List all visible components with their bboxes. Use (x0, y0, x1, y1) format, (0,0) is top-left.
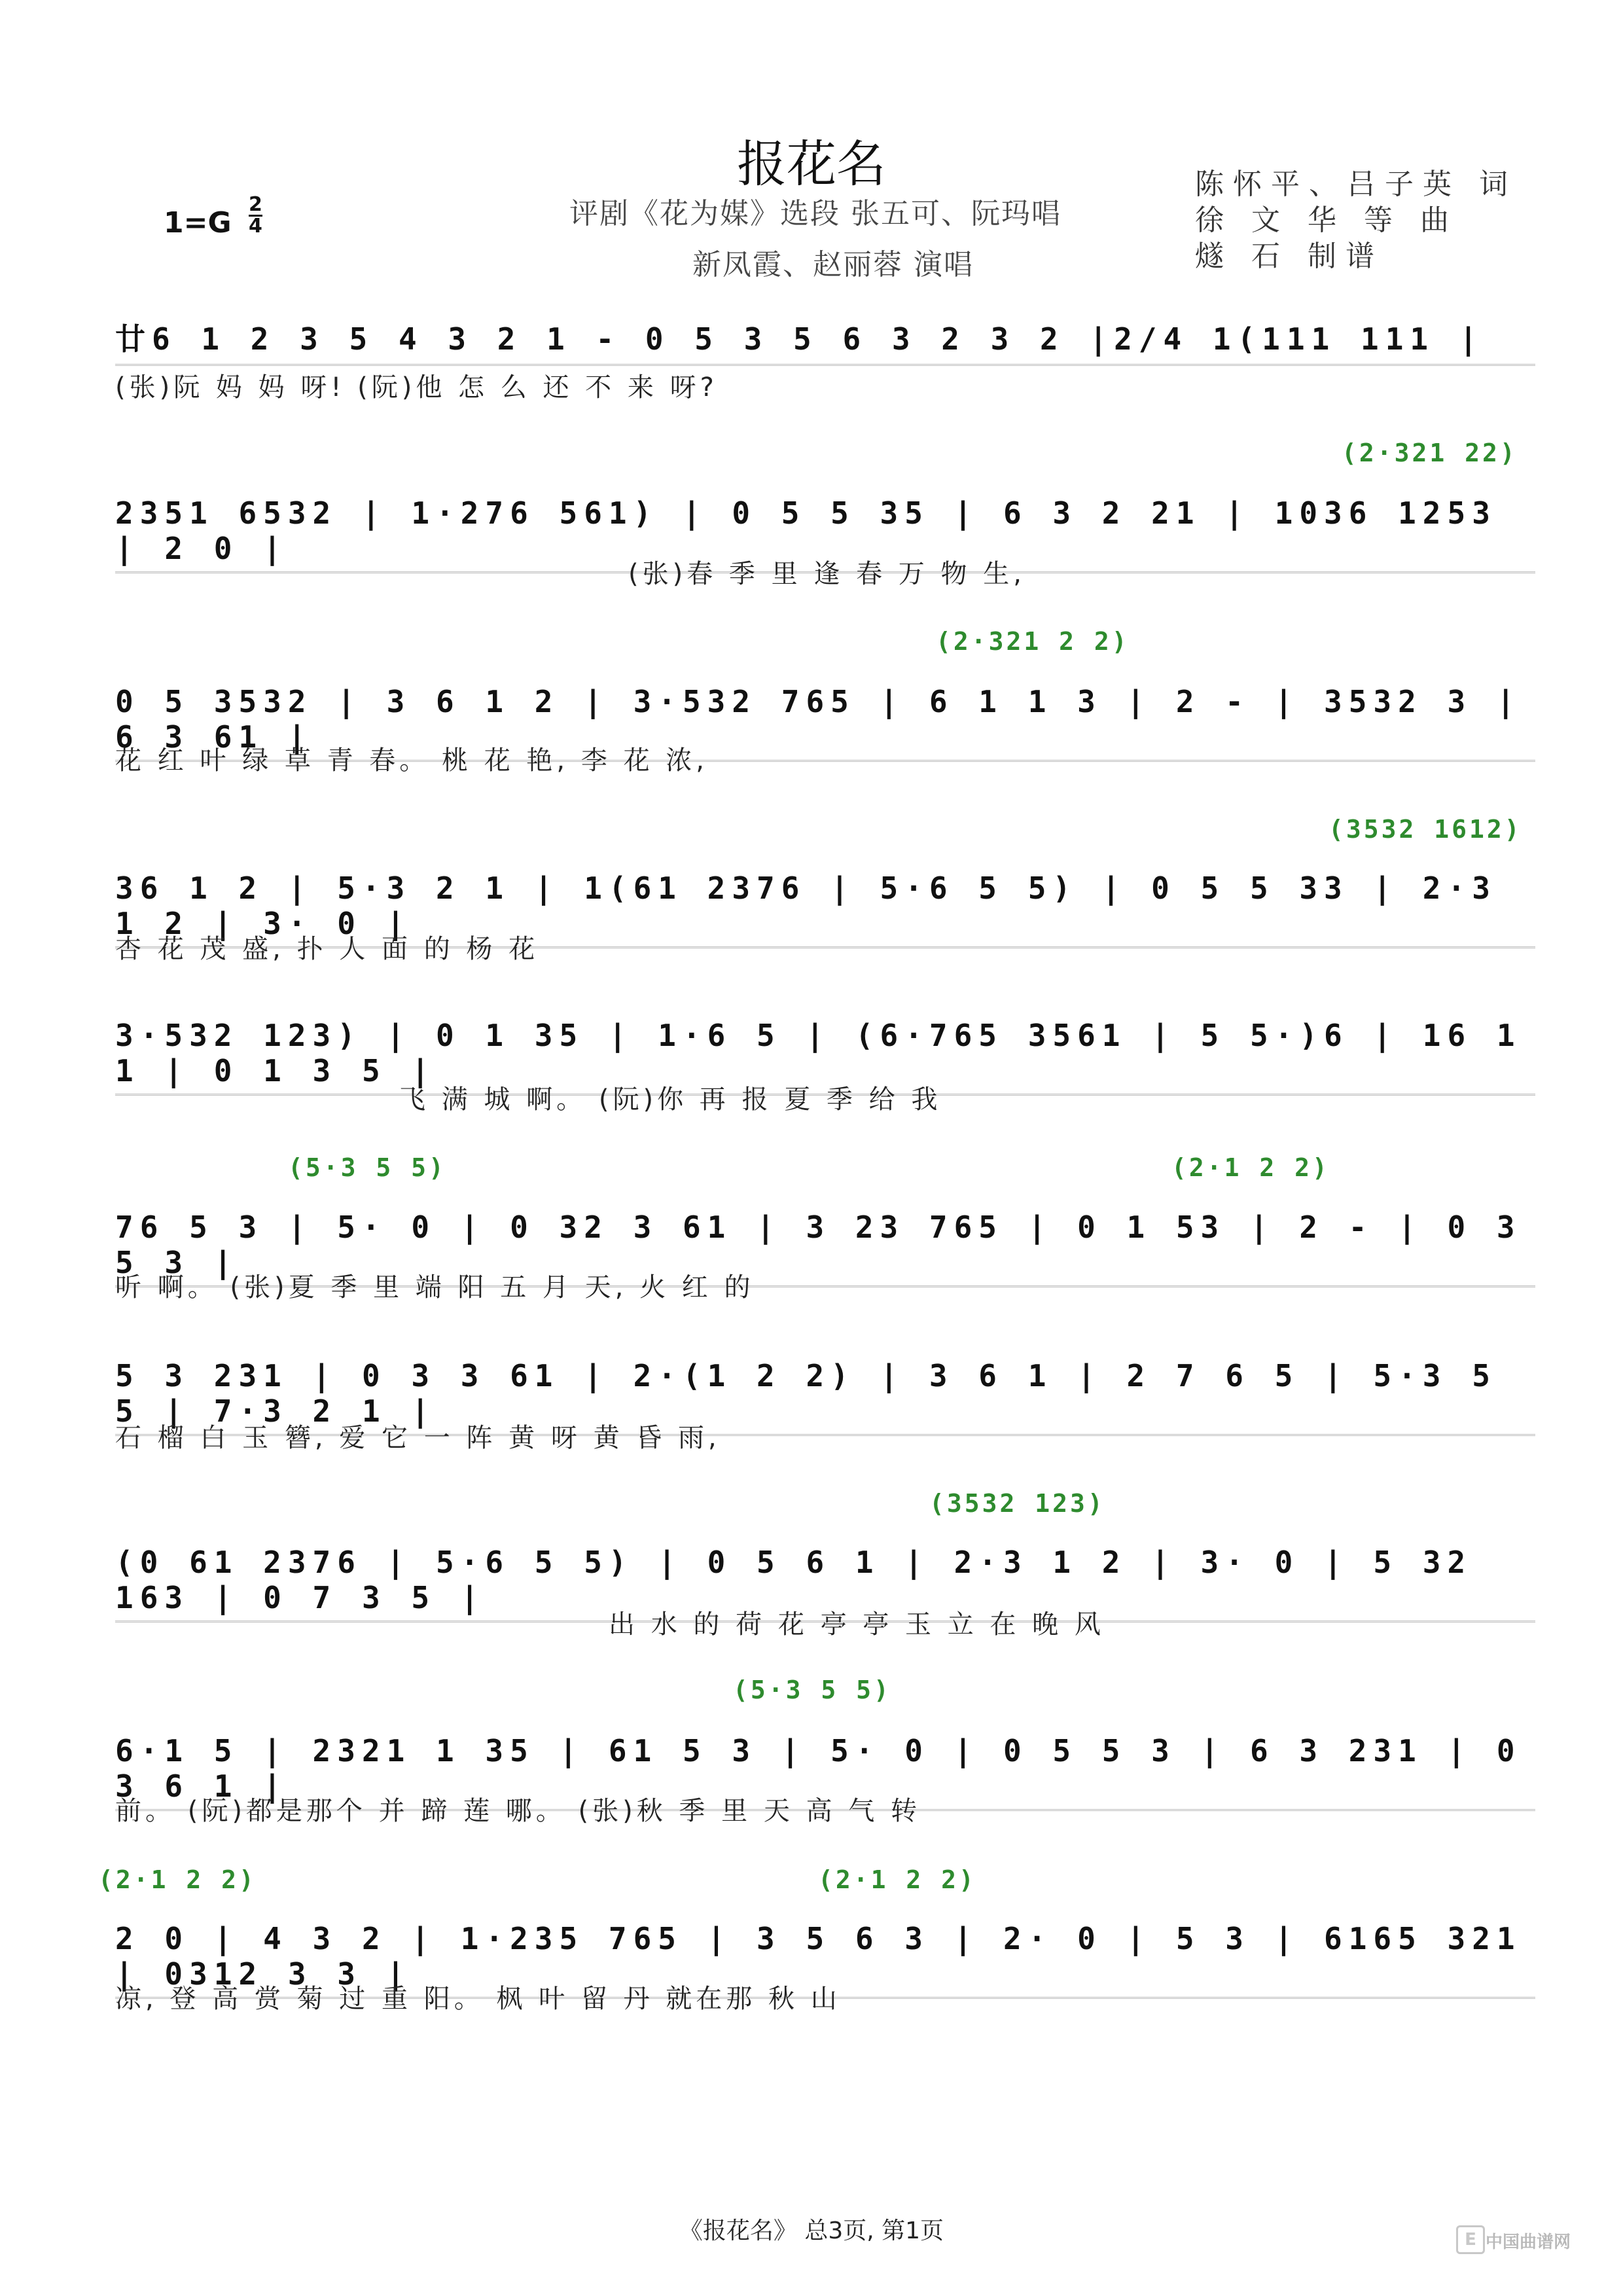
time-signature-numerator: 2 (249, 193, 262, 216)
lyric-row-3: 花 红 叶 绿 草 青 春。 桃 花 艳, 李 花 浓, (115, 745, 709, 776)
credit-composer: 徐 文 华 等 曲 (1195, 204, 1458, 237)
lyric-row-7: 石 榴 白 玉 簪, 爱 它 一 阵 黄 呀 黄 昏 雨, (115, 1423, 721, 1453)
score-row-10: 2 0 | 4 3 2 | 1·235 765 | 3 5 6 3 | 2· 0 | 5 3 | 6165 321 | 0312 3 3 | (115, 1921, 1535, 1999)
score-row-5: 3·532 123) | 0 1 35 | 1·6 5 | (6·765 3561 | 5 5·)6 | 16 1 1 | 0 1 3 5 | (115, 1018, 1535, 1096)
lyric-row-4: 杏 花 茂 盛, 扑 人 面 的 杨 花 (115, 934, 539, 964)
lyric-row-5: 飞 满 城 啊。 (阮)你 再 报 夏 季 给 我 (399, 1085, 942, 1115)
score-row-2: 2351 6532 | 1·276 561) | 0 5 5 35 | 6 3 2 21 | 1036 1253 | 2 0 | (115, 495, 1535, 573)
score-row-9: 6·1 5 | 2321 1 35 | 61 5 3 | 5· 0 | 0 5 5 3 | 6 3 231 | 0 3 6 1 | (115, 1733, 1535, 1811)
credit-arranger: 燧 石 制谱 (1195, 240, 1383, 273)
annotation-row-6b: (2·1 2 2) (1171, 1153, 1330, 1182)
annotation-row-4: (3532 1612) (1329, 815, 1522, 844)
annotation-row-8: (3532 123) (929, 1489, 1105, 1518)
score-row-6: 76 5 3 | 5· 0 | 0 32 3 61 | 3 23 765 | 0 1 53 | 2 - | 0 3 5 3 | (115, 1210, 1535, 1287)
score-row-8: (0 61 2376 | 5·6 5 5) | 0 5 6 1 | 2·3 1 2 | 3· 0 | 5 32 163 | 0 7 3 5 | (115, 1545, 1535, 1623)
page-title: 报花名 (737, 135, 886, 193)
credit-lyricist: 陈怀平、吕子英 词 (1195, 168, 1517, 201)
lyric-row-6: 听 啊。 (张)夏 季 里 端 阳 五 月 天, 火 红 的 (115, 1272, 755, 1302)
time-signature-denominator: 4 (249, 215, 262, 238)
page-footer: 《报花名》 总3页, 第1页 (679, 2217, 944, 2244)
score-row-1: 廿6 1 2 3 5 4 3 2 1 - 0 5 3 5 6 3 2 3 2 |2/4 1(111 111 | (115, 315, 1535, 366)
lyric-row-1: (张)阮 妈 妈 呀! (阮)他 怎 么 还 不 来 呀? (115, 372, 718, 403)
lyric-row-2: (张)春 季 里 逢 春 万 物 生, (628, 559, 1026, 589)
annotation-row-2: (2·321 22) (1342, 439, 1518, 467)
subtitle: 评剧《花为媒》选段 张五可、阮玛唱 (569, 197, 1061, 230)
watermark: 中国曲谱网 (1486, 2233, 1571, 2252)
singers-line: 新凤霞、赵丽蓉 演唱 (692, 248, 974, 281)
watermark-icon: E (1456, 2225, 1485, 2254)
annotation-row-9: (5·3 5 5) (733, 1676, 891, 1704)
score-row-7: 5 3 231 | 0 3 3 61 | 2·(1 2 2) | 3 6 1 | 2 7 6 5 | 5·3 5 5 | 7·3 2 1 | (115, 1358, 1535, 1436)
lyric-row-8: 出 水 的 荷 花 亭 亭 玉 立 在 晚 风 (609, 1609, 1105, 1640)
score-row-3: 0 5 3532 | 3 6 1 2 | 3·532 765 | 6 1 1 3 | 2 - | 3532 3 | 6 3 61 | (115, 684, 1535, 762)
lyric-row-10: 凉, 登 高 赏 菊 过 重 阳。 枫 叶 留 丹 就在那 秋 山 (115, 1984, 841, 2014)
score-row-4: 36 1 2 | 5·3 2 1 | 1(61 2376 | 5·6 5 5) | 0 5 5 33 | 2·3 1 2 | 3· 0 | (115, 870, 1535, 948)
annotation-row-10b: (2·1 2 2) (818, 1865, 976, 1894)
time-signature (249, 195, 262, 236)
annotation-row-6: (5·3 5 5) (288, 1153, 446, 1182)
annotation-row-10a: (2·1 2 2) (98, 1865, 257, 1894)
key-signature: 1=G (164, 206, 232, 240)
annotation-row-3: (2·321 2 2) (936, 627, 1130, 656)
lyric-row-9: 前。 (阮)都是那个 并 蹄 莲 哪。 (张)秋 季 里 天 高 气 转 (115, 1796, 921, 1826)
